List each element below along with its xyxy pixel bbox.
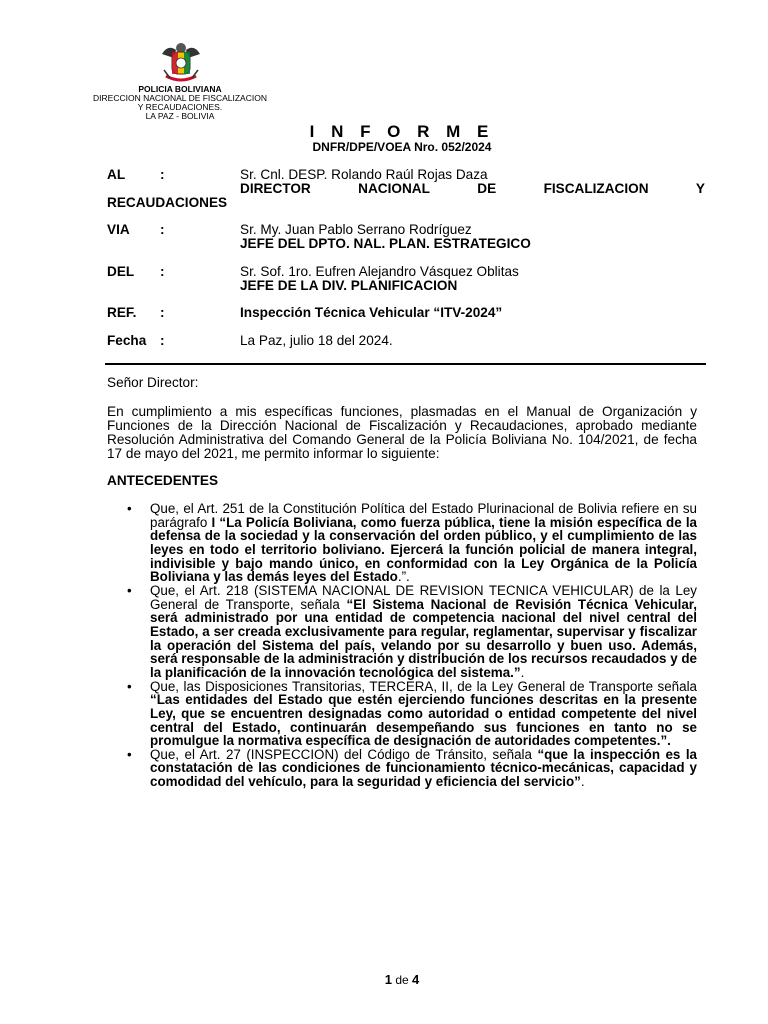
field-del-name: Sr. Sof. 1ro. Eufren Alejandro Vásquez Oblitas bbox=[240, 264, 519, 279]
bullet-icon: • bbox=[127, 501, 132, 516]
list-item-tail: .”. bbox=[397, 569, 410, 585]
field-al bbox=[107, 168, 707, 210]
document-code: DNFR/DPE/VOEA Nro. 052/2024 bbox=[312, 140, 492, 154]
location: LA PAZ - BOLIVIA bbox=[145, 111, 215, 121]
header-divider bbox=[105, 363, 706, 365]
list-item-text: Que, el Art. 27 (INSPECCION) del Código de Tránsito, señala bbox=[150, 746, 538, 762]
field-al-name: Sr. Cnl. DESP. Rolando Raúl Rojas Daza bbox=[240, 167, 488, 182]
field-fecha-value: La Paz, julio 18 del 2024. bbox=[240, 333, 393, 348]
salutation: Señor Director: bbox=[107, 375, 199, 390]
field-al-position-word: DE bbox=[477, 181, 497, 196]
field-al-position-word: Y bbox=[695, 181, 705, 196]
field-al-position-word: FISCALIZACION bbox=[543, 181, 649, 196]
list-item bbox=[127, 748, 697, 789]
section-heading: ANTECEDENTES bbox=[107, 473, 219, 488]
antecedentes-list bbox=[127, 502, 697, 789]
list-item-quote: I “La Policía Boliviana, como fuerza pública, tiene la misión específica de la defensa de la sociedad y la conservación del orden público, y el cumplimiento de las leyes en todo el territorio boliviano. Ejercerá la función policial de manera integral, indivisible y bajo mando único, en conformidad con la Ley Orgánica de la Policía Boliviana y las demás leyes del Estado bbox=[150, 514, 698, 585]
field-ref-label: REF. bbox=[107, 305, 137, 320]
field-via-label: VIA bbox=[107, 222, 130, 237]
bullet-icon: • bbox=[127, 582, 132, 598]
list-item bbox=[127, 680, 697, 748]
field-del bbox=[107, 265, 707, 293]
field-via-position: JEFE DEL DPTO. NAL. PLAN. ESTRATEGICO bbox=[240, 236, 531, 251]
field-ref bbox=[107, 306, 707, 320]
list-item-text: Que, el Art. 218 (SISTEMA NACIONAL DE REVISION TECNICA VEHICULAR) de la Ley General de Transporte, señala bbox=[150, 582, 697, 612]
page-current: 1 bbox=[384, 972, 392, 987]
police-emblem-icon bbox=[158, 40, 204, 84]
field-via-colon: : bbox=[160, 222, 165, 237]
field-via-name: Sr. My. Juan Pablo Serrano Rodríguez bbox=[240, 222, 472, 237]
field-al-label: AL bbox=[107, 167, 126, 182]
page-indicator bbox=[0, 972, 768, 987]
list-item-text: Que, el Art. 251 de la Constitución Política del Estado Plurinacional de Bolivia refiere en su parágrafo bbox=[150, 501, 697, 530]
intro-paragraph: En cumplimiento a mis específicas funciones, plasmadas en el Manual de Organización y Funciones de la Dirección Nacional de Fiscalización y Recaudaciones, aprobado mediante Resolución Administrativa del Comando General de la Policía Boliviana No. 104/2021, de fecha 17 de mayo del 2021, me permito informar lo siguiente: bbox=[107, 404, 697, 461]
field-fecha-colon: : bbox=[160, 333, 165, 348]
list-item bbox=[127, 584, 697, 680]
organization-header bbox=[60, 85, 300, 121]
list-item-quote: “Las entidades del Estado que estén ejerciendo funciones descritas en la presente Ley, que se encuentren designadas como autoridad o entidad competente del nivel central del Estado, continuarán desempeñando sus funciones en tanto no se promulgue la normativa específica de designación de autoridades competentes.”. bbox=[150, 692, 697, 749]
field-al-position bbox=[240, 182, 705, 196]
field-del-position: JEFE DE LA DIV. PLANIFICACION bbox=[240, 278, 458, 293]
list-item-quote: “El Sistema Nacional de Revisión Técnica Vehicular, será administrado por una entidad de competencia nacional del nivel central del Estado, a ser creada exclusivamente para regular, reglamentar, supervisar y fiscalizar la operación del Sistema del país, velando por su desarrollo y buen uso. Además, será responsable de la administración y distribución de los recursos recaudados y de la planificación de la innovación tecnológica del sistema.” bbox=[150, 596, 697, 680]
field-del-label: DEL bbox=[107, 264, 135, 279]
document-title: I N F O R M E bbox=[309, 122, 495, 141]
page-word: de bbox=[395, 973, 409, 987]
field-ref-value: Inspección Técnica Vehicular “ITV-2024” bbox=[240, 305, 503, 320]
list-item bbox=[127, 502, 697, 584]
page-total: 4 bbox=[412, 972, 420, 987]
field-via bbox=[107, 223, 707, 251]
field-al-position-word: DIRECTOR bbox=[240, 181, 311, 196]
field-ref-colon: : bbox=[160, 305, 165, 320]
field-del-colon: : bbox=[160, 264, 165, 279]
bullet-icon: • bbox=[127, 678, 132, 694]
field-al-position-cont: RECAUDACIONES bbox=[107, 195, 228, 210]
list-item-tail: . bbox=[520, 664, 525, 680]
department-line-1: DIRECCION NACIONAL DE FISCALIZACION bbox=[93, 93, 267, 103]
field-al-colon: : bbox=[160, 167, 165, 182]
list-item-tail: . bbox=[580, 774, 585, 790]
institution-name: POLICIA BOLIVIANA bbox=[138, 84, 222, 94]
field-fecha bbox=[107, 334, 707, 348]
list-item-text: Que, las Disposiciones Transitorias, TERCERA, II, de la Ley General de Transporte señala bbox=[150, 678, 697, 694]
department-line-2: Y RECAUDACIONES. bbox=[137, 102, 223, 112]
field-al-position-word: NACIONAL bbox=[358, 181, 430, 196]
list-item-quote: “que la inspección es la constatación de las condiciones de funcionamiento técnico-mecánicas, capacidad y comodidad del vehículo, para la seguridad y eficiencia del servicio” bbox=[150, 746, 698, 790]
bullet-icon: • bbox=[127, 746, 132, 762]
field-fecha-label: Fecha bbox=[107, 333, 147, 348]
